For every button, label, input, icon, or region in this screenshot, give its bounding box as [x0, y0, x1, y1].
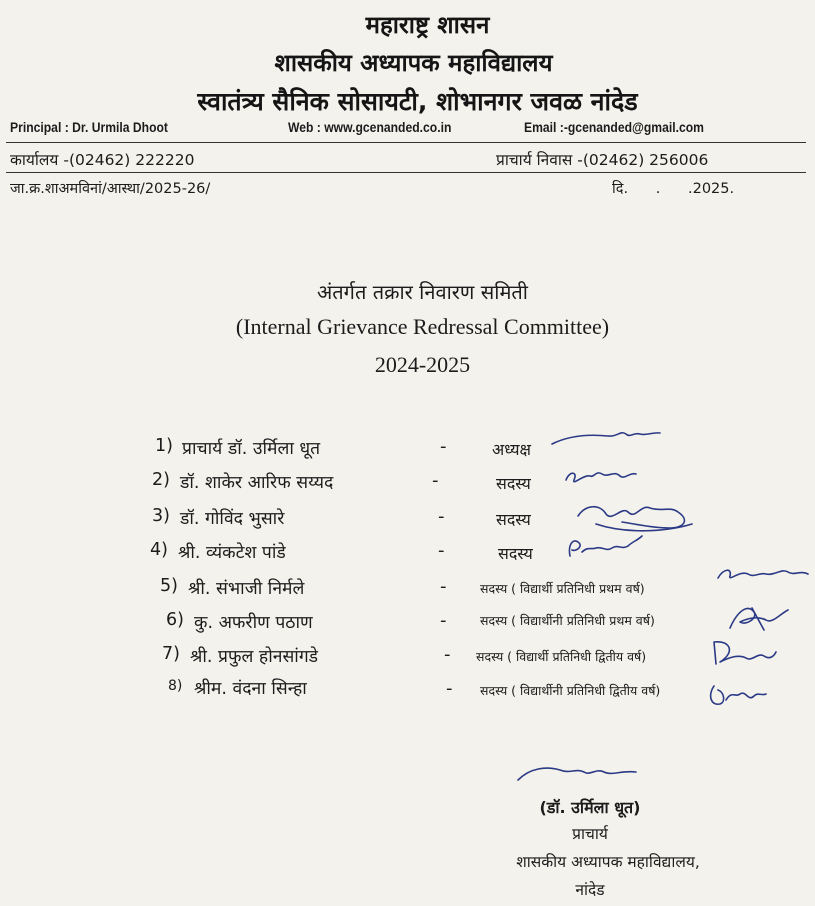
member-number: 1) — [155, 436, 173, 456]
member-name: श्रीम. वंदना सिन्हा — [194, 679, 307, 699]
member-name: प्राचार्य डॉ. उर्मिला धूत — [182, 439, 321, 459]
principal-signature — [512, 760, 642, 794]
member-name: श्री. संभाजी निर्मले — [188, 579, 305, 599]
member-number: 7) — [162, 644, 180, 664]
signature-5 — [714, 562, 812, 588]
signature-6 — [724, 600, 794, 636]
member-role: सदस्य ( विद्यार्थीनी प्रतिनिधी द्वितीय वर्ष) — [480, 683, 661, 698]
member-number: 6) — [166, 610, 184, 630]
office-phone: कार्यालय -(02462) 222220 — [10, 151, 195, 169]
signature-2 — [560, 464, 640, 490]
letter-date: दि. . .2025. — [612, 181, 735, 197]
member-role: सदस्य ( विद्यार्थी प्रतिनिधी द्वितीय वर्ष) — [476, 649, 647, 664]
member-role: सदस्य ( विद्यार्थीनी प्रतिनिधी प्रथम वर्ष) — [480, 613, 655, 628]
header-government: महाराष्ट्र शासन — [365, 11, 490, 39]
title-english: (Internal Grievance Redressal Committee) — [235, 314, 610, 339]
member-dash: - — [446, 678, 453, 699]
member-dash: - — [432, 470, 439, 491]
member-role: सदस्य — [496, 510, 531, 529]
member-name: श्री. प्रफुल होनसांगडे — [190, 647, 319, 667]
member-role: सदस्य ( विद्यार्थी प्रतिनिधी प्रथम वर्ष) — [480, 581, 645, 596]
member-name: कु. अफरीण पठाण — [194, 613, 313, 633]
header-college-name: शासकीय अध्यापक महाविद्यालय — [274, 49, 553, 77]
website: Web : www.gcenanded.co.in — [288, 120, 452, 135]
signature-7 — [708, 636, 778, 670]
header-address: स्वातंत्र्य सैनिक सोसायटी, शोभानगर जवळ नांदेड — [197, 87, 638, 116]
member-number: 4) — [150, 540, 168, 560]
member-number: 3) — [152, 506, 170, 526]
footer-designation: प्राचार्य — [572, 825, 608, 843]
reference-number: जा.क्र.शाअमविनां/आस्था/2025-26/ — [10, 181, 211, 197]
member-role: सदस्य — [498, 544, 533, 563]
member-name: डॉ. गोविंद भुसारे — [180, 509, 285, 529]
residence-phone: प्राचार्य निवास -(02462) 256006 — [496, 151, 709, 169]
member-role: अध्यक्ष — [492, 440, 531, 459]
footer-institution: शासकीय अध्यापक महाविद्यालय, — [516, 853, 700, 871]
member-dash: - — [438, 540, 445, 561]
member-name: डॉ. शाकेर आरिफ सय्यद — [180, 473, 334, 493]
principal-name: Principal : Dr. Urmila Dhoot — [10, 120, 168, 135]
member-dash: - — [440, 610, 447, 631]
title-marathi: अंतर्गत तक्रार निवारण समिती — [317, 280, 528, 304]
member-dash: - — [440, 576, 447, 597]
signature-8 — [704, 676, 770, 712]
signature-4 — [562, 530, 646, 564]
header-rule-top — [6, 142, 806, 143]
header-rule-bottom — [6, 172, 806, 173]
member-name: श्री. व्यंकटेश पांडे — [178, 543, 286, 563]
member-number: 5) — [160, 576, 178, 596]
email: Email :-gcenanded@gmail.com — [524, 120, 704, 135]
member-number: 8) — [168, 678, 183, 694]
member-role: सदस्य — [496, 474, 531, 493]
title-year: 2024-2025 — [374, 352, 471, 377]
signature-1 — [548, 424, 668, 454]
footer-principal-name: (डॉ. उर्मिला धूत) — [539, 798, 641, 817]
member-number: 2) — [152, 470, 170, 490]
member-dash: - — [440, 436, 447, 457]
member-dash: - — [444, 644, 451, 665]
footer-city: नांदेड — [575, 881, 605, 899]
member-dash: - — [438, 506, 445, 527]
